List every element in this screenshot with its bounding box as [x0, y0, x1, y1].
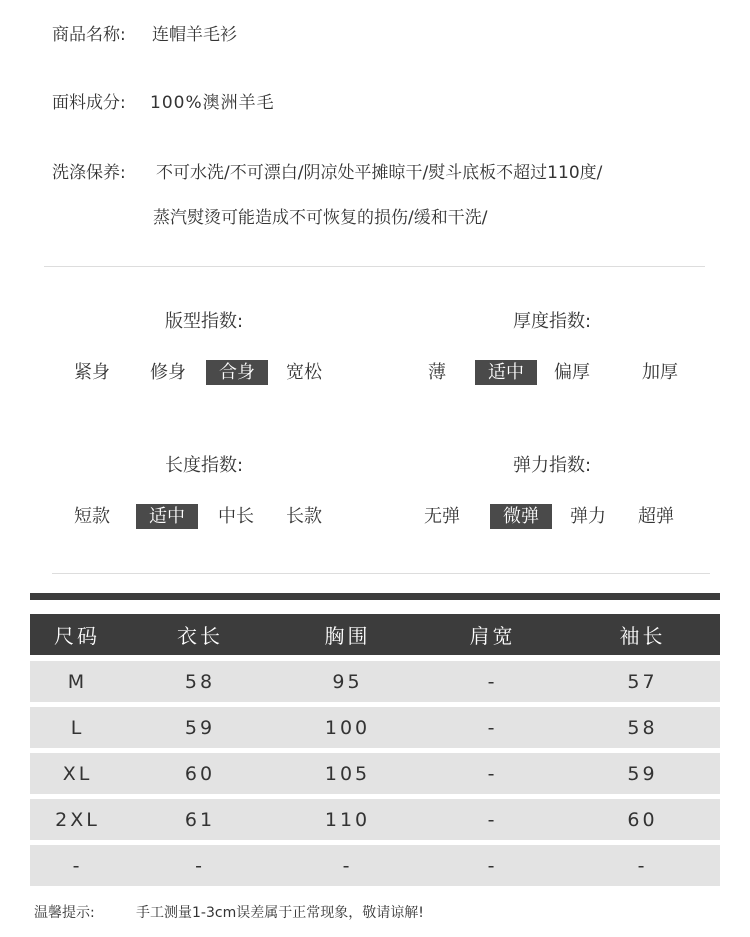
- cell-length: 58: [184, 670, 216, 693]
- care-line-2: 蒸汽熨烫可能造成不可恢复的损伤/缓和干洗/: [153, 208, 488, 228]
- elasticity-option-4: 超弹: [638, 506, 674, 527]
- cell-size: 2XL: [55, 808, 100, 831]
- header-size: 尺码: [54, 624, 100, 648]
- elasticity-option-3: 弹力: [570, 506, 606, 527]
- material-label: 面料成分:: [52, 93, 126, 113]
- fit-option-1: 紧身: [74, 362, 110, 383]
- thickness-option-1: 薄: [428, 362, 446, 383]
- fit-option-selected: 合身: [206, 360, 268, 385]
- cell-size: M: [67, 670, 88, 693]
- cell-sleeve: 60: [627, 808, 658, 831]
- cell-length: -: [195, 854, 205, 877]
- header-shoulder: 肩宽: [469, 624, 516, 648]
- length-option-selected: 适中: [136, 504, 198, 529]
- cell-chest: 100: [324, 716, 371, 739]
- footer-note-text: 手工测量1-3cm误差属于正常现象，敬请谅解!: [136, 905, 424, 921]
- cell-sleeve: 59: [627, 762, 658, 785]
- footer-note-label: 温馨提示:: [34, 905, 95, 921]
- cell-chest: 105: [324, 762, 371, 785]
- header-chest: 胸围: [324, 624, 371, 648]
- cell-shoulder: -: [487, 670, 498, 693]
- cell-length: 59: [184, 716, 216, 739]
- cell-length: 61: [184, 808, 216, 831]
- table-row: [30, 845, 720, 886]
- care-line-1: 不可水洗/不可漂白/阴凉处平摊晾干/熨斗底板不超过110度/: [156, 163, 603, 183]
- elasticity-index-title: 弹力指数:: [512, 455, 592, 476]
- cell-size: L: [70, 716, 85, 739]
- thickness-option-4: 加厚: [642, 362, 678, 383]
- elasticity-option-selected: 微弹: [490, 504, 552, 529]
- thickness-option-3: 偏厚: [554, 362, 590, 383]
- fit-option-4: 宽松: [286, 362, 322, 383]
- cell-shoulder: -: [487, 808, 498, 831]
- material-value: 100%澳洲羊毛: [150, 93, 275, 113]
- cell-shoulder: -: [487, 762, 498, 785]
- cell-size: -: [72, 854, 83, 877]
- length-option-3: 中长: [218, 506, 254, 527]
- cell-shoulder: -: [487, 716, 498, 739]
- size-table: [30, 614, 720, 891]
- divider-bottom: [52, 573, 710, 574]
- product-name-value: 连帽羊毛衫: [152, 25, 237, 45]
- header-sleeve: 袖长: [619, 624, 666, 648]
- table-row: [30, 799, 720, 840]
- care-label: 洗涤保养:: [52, 163, 126, 183]
- table-row: [30, 753, 720, 794]
- cell-chest: 95: [332, 670, 363, 693]
- header-length: 衣长: [177, 624, 223, 648]
- table-top-bar: [30, 593, 720, 600]
- product-name-label: 商品名称:: [52, 25, 126, 45]
- fit-option-2: 修身: [150, 362, 186, 383]
- cell-size: XL: [62, 762, 93, 785]
- cell-length: 60: [184, 762, 216, 785]
- divider-top: [44, 266, 705, 267]
- length-option-1: 短款: [74, 506, 110, 527]
- cell-sleeve: 58: [627, 716, 658, 739]
- size-table-header: [30, 614, 720, 655]
- table-row: [30, 661, 720, 702]
- cell-shoulder: -: [487, 854, 498, 877]
- cell-chest: 110: [324, 808, 371, 831]
- cell-sleeve: 57: [627, 670, 658, 693]
- fit-index-title: 版型指数:: [164, 311, 244, 332]
- length-option-4: 长款: [286, 506, 322, 527]
- cell-chest: -: [342, 854, 353, 877]
- elasticity-option-1: 无弹: [424, 506, 460, 527]
- thickness-index-title: 厚度指数:: [512, 311, 592, 332]
- table-row: [30, 707, 720, 748]
- thickness-option-selected: 适中: [475, 360, 537, 385]
- cell-sleeve: -: [637, 854, 648, 877]
- length-index-title: 长度指数:: [164, 455, 244, 476]
